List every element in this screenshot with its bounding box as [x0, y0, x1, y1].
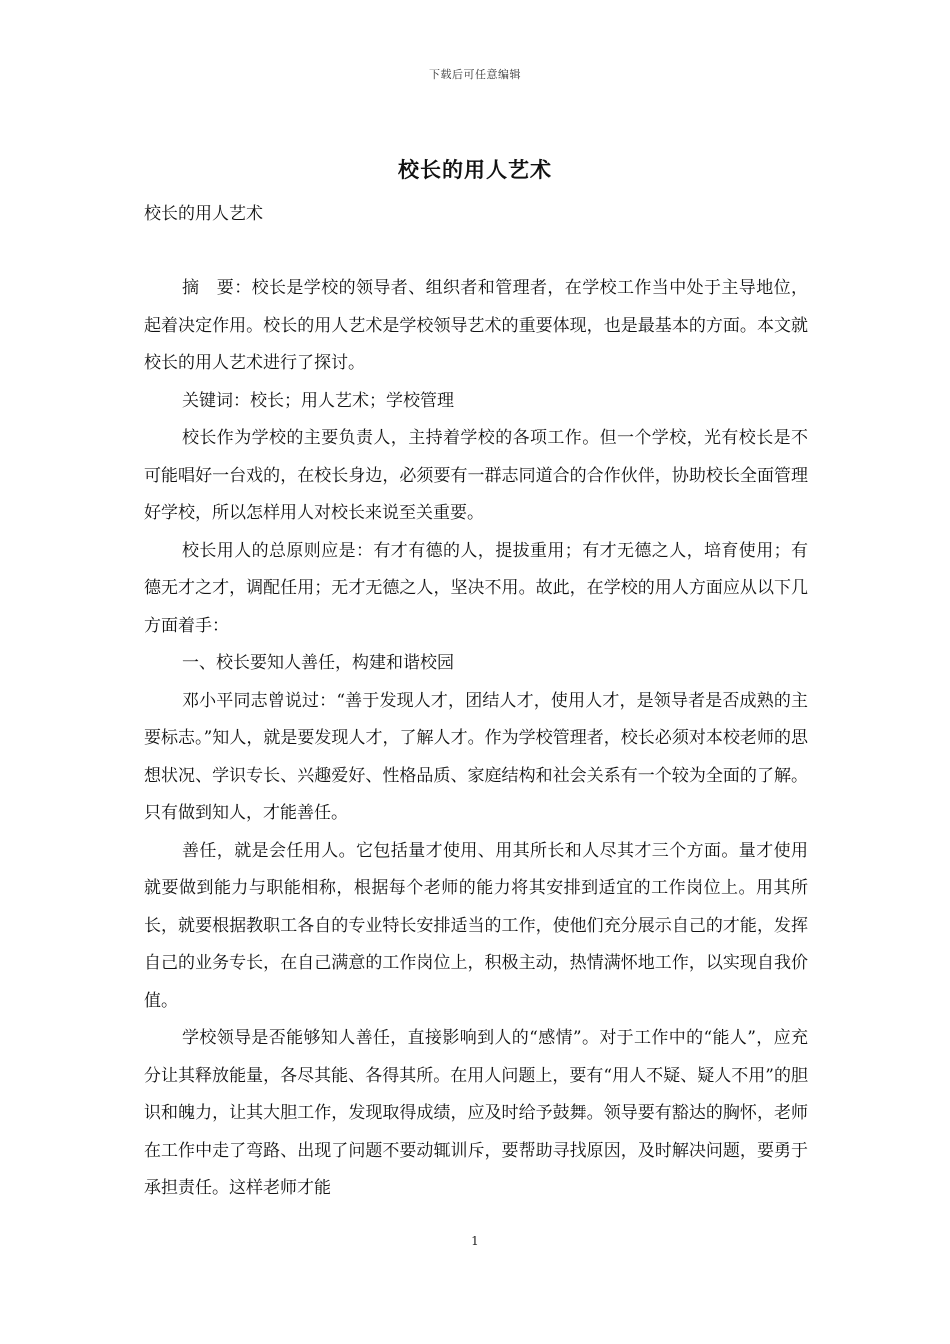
section-heading: 一、校长要知人善任，构建和谐校园 [182, 653, 454, 673]
body-paragraph: 学校领导是否能够知人善任，直接影响到人的“感情”。对于工作中的“能人”，应充分让其释放能量，各尽其能、各得其所。在用人问题上，要有“用人不疑、疑人不用”的胆识和魄力，让其大胆工作，发现取得成绩，应及时给予鼓舞。领导要有豁达的胸怀，老师在工作中走了弯路、出现了问题不要动辄训斥，要帮助寻找原因，及时解决问题，要勇于承担责任。这样老师才能 [144, 1028, 808, 1198]
body-paragraph: 邓小平同志曾说过：“善于发现人才，团结人才，使用人才，是领导者是否成熟的主要标志。”知人，就是要发现人才，了解人才。作为学校管理者，校长必须对本校老师的思想状况、学识专长、兴趣爱好、性格品质、家庭结构和社会关系有一个较为全面的了解。只有做到知人，才能善任。 [144, 690, 808, 823]
page-number: 1 [471, 1234, 479, 1248]
keywords-paragraph: 关键词：校长；用人艺术；学校管理 [182, 390, 454, 411]
body-paragraph: 善任，就是会任用人。它包括量才使用、用其所长和人尽其才三个方面。量才使用就要做到能力与职能相称，根据每个老师的能力将其安排到适宜的工作岗位上。用其所长，就要根据教职工各自的专业特长安排适当的工作，使他们充分展示自己的才能，发挥自己的业务专长，在自己满意的工作岗位上，积极主动，热情满怀地工作，以实现自我价值。 [144, 840, 808, 1011]
body-paragraph: 校长用人的总原则应是：有才有德的人，提拔重用；有才无德之人，培育使用；有德无才之才，调配任用；无才无德之人，坚决不用。故此，在学校的用人方面应从以下几方面着手： [144, 540, 808, 636]
abstract-paragraph: 摘 要：校长是学校的领导者、组织者和管理者，在学校工作当中处于主导地位，起着决定作用。校长的用人艺术是学校领导艺术的重要体现，也是最基本的方面。本文就校长的用人艺术进行了探讨。 [144, 278, 808, 373]
document-title: 校长的用人艺术 [398, 157, 552, 182]
document-body [144, 196, 808, 1208]
document-subtitle: 校长的用人艺术 [144, 204, 263, 224]
header-note: 下载后可任意编辑 [429, 68, 521, 81]
body-paragraph: 校长作为学校的主要负责人，主持着学校的各项工作。但一个学校，光有校长是不可能唱好一台戏的，在校长身边，必须要有一群志同道合的合作伙伴，协助校长全面管理好学校，所以怎样用人对校长来说至关重要。 [144, 428, 808, 523]
